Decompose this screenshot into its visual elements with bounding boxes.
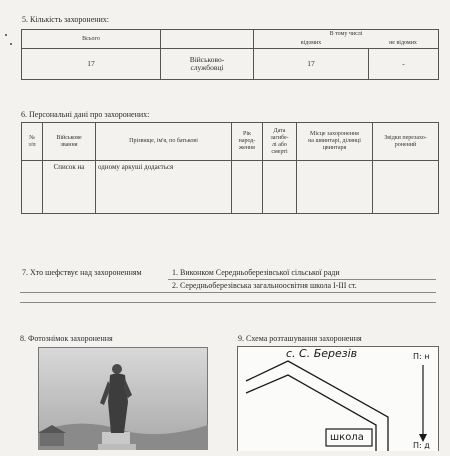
- col-burial-place: Місце захоронення на швинтарі, ділянці цвинтаря: [297, 123, 373, 161]
- patron-line-1: 1. Виконком Середньоберезівської сільської ради: [172, 268, 340, 277]
- cell-category: Військово- службовці: [161, 49, 254, 80]
- col-fullname: Прізвище, ім'я, по батькові: [96, 123, 232, 161]
- school-label: школа: [330, 432, 364, 443]
- cell-total: 17: [22, 49, 161, 80]
- cell-unknown: -: [369, 49, 439, 80]
- section-5-title: 5. Кількість захоронених:: [22, 15, 110, 24]
- header-including: В тому числі відомих не відомих: [254, 30, 439, 49]
- location-map: [237, 346, 439, 451]
- patron-line-2: 2. Середньоберезівська загальноосвітня школа І-ІІІ ст.: [172, 281, 357, 290]
- cell-known: 17: [254, 49, 369, 80]
- rule-line: [20, 292, 436, 293]
- margin-dot: [10, 43, 12, 45]
- col-birth-year: Рік народ- ження: [232, 123, 263, 161]
- header-unknown: не відомих: [389, 40, 417, 46]
- section-7-title: 7. Хто шефствує над захороненням: [22, 268, 142, 277]
- north-label: П: н: [413, 352, 430, 361]
- header-known: відомих: [300, 40, 322, 46]
- personal-data-table: [21, 122, 439, 214]
- section-9-title: 9. Схема розташування захоронення: [238, 334, 362, 343]
- rule-line: [20, 302, 436, 303]
- col-number: № з/п: [22, 123, 43, 161]
- rule-line: [168, 279, 436, 280]
- burials-count-table: [21, 29, 439, 80]
- memorial-photo: [38, 347, 208, 450]
- header-total: Всього: [22, 30, 161, 49]
- south-label: П: д: [413, 441, 430, 450]
- header-blank: [161, 30, 254, 49]
- cell-note-part2: одному аркуші додається: [96, 161, 232, 214]
- margin-dot: [5, 34, 7, 36]
- section-8-title: 8. Фотознімок захоронення: [20, 334, 113, 343]
- cell-note-part1: Список на: [43, 161, 96, 214]
- village-label: с. С. Березів: [286, 347, 358, 360]
- section-6-title: 6. Персональні дані про захоронених:: [21, 110, 150, 119]
- col-death-date: Дата загибе- лі або смерті: [263, 123, 297, 161]
- monument-photo-image: [38, 347, 208, 450]
- col-rank: Військове звання: [43, 123, 96, 161]
- col-reburied-from: Звідки перезахо- ронений: [373, 123, 439, 161]
